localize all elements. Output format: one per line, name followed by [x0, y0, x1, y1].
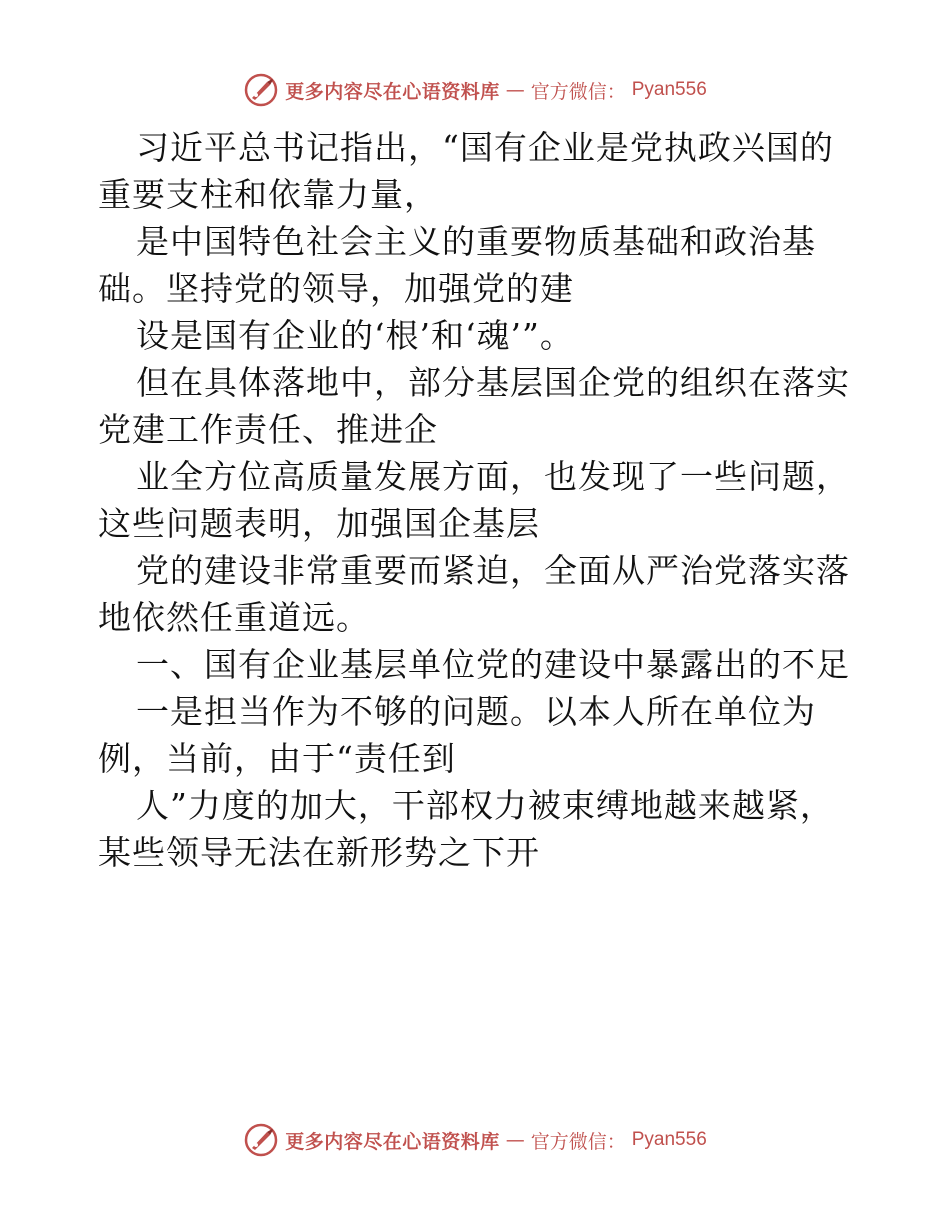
body-line: 习近平总书记指出，“国有企业是党执政兴国的 [136, 128, 834, 167]
body-line: 但在具体落地中，部分基层国企党的组织在落实 [136, 363, 850, 402]
body-line: 础。坚持党的领导，加强党的建 [98, 269, 574, 308]
body-line: 地依然任重道远。 [98, 598, 370, 637]
body-line: 某些领导无法在新形势之下开 [98, 833, 540, 872]
watermark-main-text: 更多内容尽在心语资料库 [285, 80, 500, 103]
body-line: 设是国有企业的‘根’和‘魂’”。 [136, 316, 574, 355]
watermark-wechat-id: Pyan556 [631, 1129, 707, 1150]
pen-nib-logo-icon [243, 72, 279, 108]
body-line: 党的建设非常重要而紧迫，全面从严治党落实落 [136, 551, 850, 590]
document-body [98, 124, 858, 876]
pen-nib-logo-icon [243, 1122, 279, 1158]
body-line: 例，当前，由于“责任到 [98, 739, 456, 778]
watermark-main-text: 更多内容尽在心语资料库 [285, 1130, 500, 1153]
body-line: 这些问题表明，加强国企基层 [98, 504, 540, 543]
watermark-wechat-id: Pyan556 [631, 79, 707, 100]
header-watermark [0, 70, 950, 110]
watermark-wechat-label: 官方微信： [530, 1130, 626, 1153]
watermark-separator: — [505, 1129, 525, 1151]
body-line: 人”力度的加大，干部权力被束缚地越来越紧， [136, 786, 834, 825]
watermark-separator: — [505, 79, 525, 101]
watermark-wechat-label: 官方微信： [530, 80, 626, 103]
body-line: 一是担当作为不够的问题。以本人所在单位为 [136, 692, 816, 731]
footer-watermark [0, 1120, 950, 1160]
body-line: 是中国特色社会主义的重要物质基础和政治基 [136, 222, 816, 261]
body-line: 业全方位高质量发展方面，也发现了一些问题， [136, 457, 850, 496]
body-line: 党建工作责任、推进企 [98, 410, 438, 449]
body-line: 重要支柱和依靠力量， [98, 175, 438, 214]
body-line: 一、国有企业基层单位党的建设中暴露出的不足 [136, 645, 850, 684]
